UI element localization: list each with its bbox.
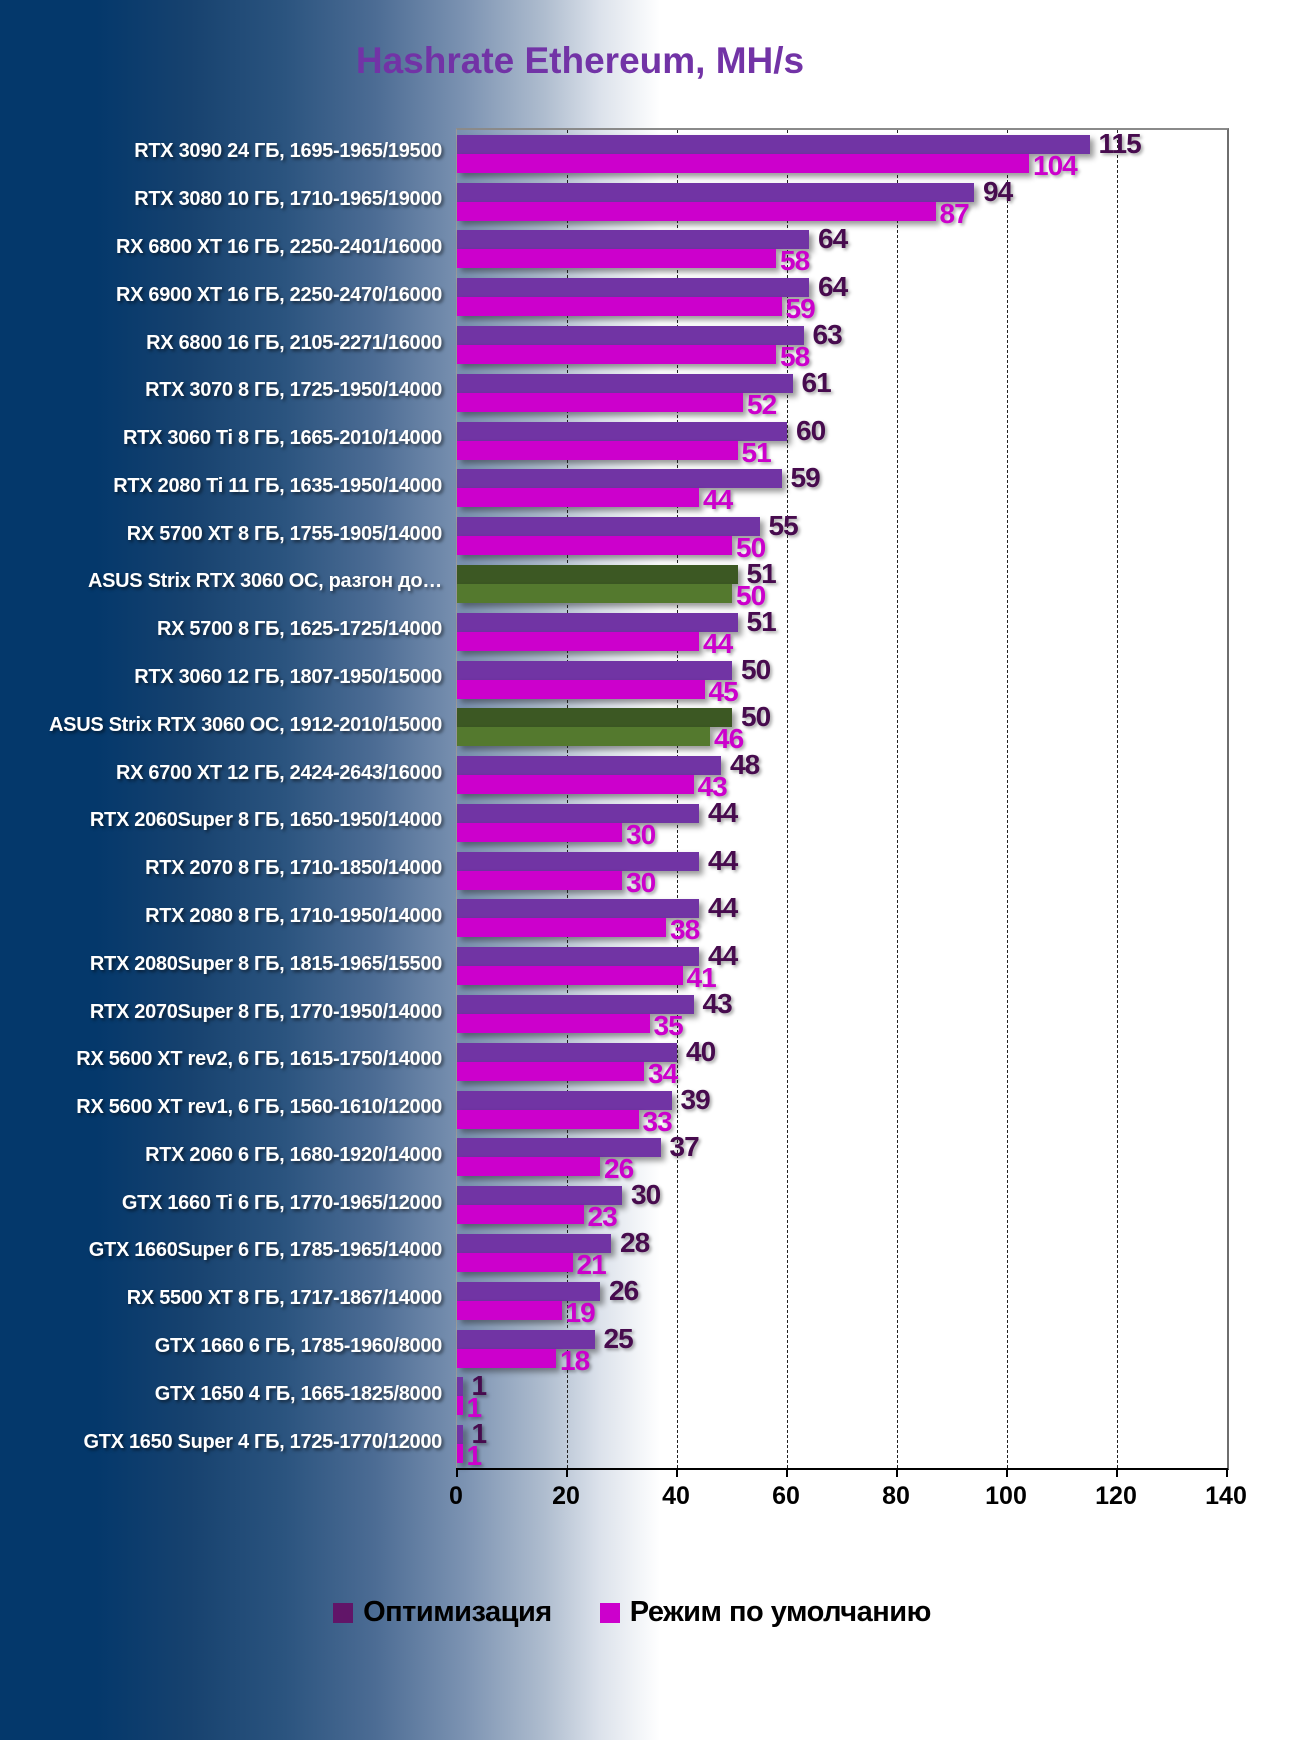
optimization-value-label: 55	[768, 510, 798, 542]
default-mode-value-label: 87	[939, 197, 969, 229]
default-mode-value-label: 104	[1033, 149, 1077, 181]
default-mode-bar	[457, 1444, 463, 1463]
default-mode-value-label: 30	[626, 866, 656, 898]
category-label: RTX 2060Super 8 ГБ, 1650-1950/14000	[89, 809, 442, 832]
default-mode-bar	[457, 1349, 556, 1368]
default-mode-value-label: 35	[653, 1010, 683, 1042]
optimization-bar	[457, 135, 1090, 154]
axis-tick	[456, 1468, 458, 1477]
category-label: GTX 1650 Super 4 ГБ, 1725-1770/12000	[83, 1430, 442, 1453]
optimization-value-label: 50	[741, 653, 771, 685]
optimization-value-label: 1	[471, 1370, 487, 1402]
optimization-bar	[457, 852, 699, 871]
optimization-value-label: 64	[818, 223, 848, 255]
default-mode-bar	[457, 1062, 644, 1081]
optimization-value-label: 61	[801, 366, 831, 398]
category-label: RX 5600 XT rev2, 6 ГБ, 1615-1750/14000	[76, 1048, 442, 1071]
optimization-value-label: 48	[730, 749, 760, 781]
optimization-bar	[457, 1425, 463, 1444]
optimization-value-label: 44	[708, 844, 738, 876]
default-mode-bar	[457, 249, 776, 268]
default-mode-value-label: 44	[703, 627, 733, 659]
optimization-bar	[457, 899, 699, 918]
default-mode-bar	[457, 727, 710, 746]
optimization-value-label: 44	[708, 796, 738, 828]
category-label: GTX 1660Super 6 ГБ, 1785-1965/14000	[88, 1239, 442, 1262]
optimization-bar	[457, 422, 787, 441]
optimization-bar	[457, 517, 760, 536]
category-label: RTX 2070Super 8 ГБ, 1770-1950/14000	[89, 1000, 442, 1023]
optimization-bar	[457, 469, 782, 488]
optimization-value-label: 60	[796, 414, 826, 446]
optimization-bar	[457, 804, 699, 823]
optimization-value-label: 44	[708, 892, 738, 924]
default-mode-bar	[457, 1253, 573, 1272]
category-label: RTX 2080Super 8 ГБ, 1815-1965/15500	[89, 952, 442, 975]
axis-tick-label: 60	[772, 1482, 800, 1510]
default-mode-value-label: 19	[565, 1296, 595, 1328]
optimization-value-label: 115	[1098, 127, 1141, 159]
default-mode-bar	[457, 966, 683, 985]
optimization-bar	[457, 756, 721, 775]
optimization-value-label: 30	[631, 1179, 661, 1211]
category-label: RTX 2060 6 ГБ, 1680-1920/14000	[145, 1143, 442, 1166]
legend-item-optimization	[333, 1596, 552, 1629]
default-mode-bar	[457, 1157, 600, 1176]
default-mode-value-label: 44	[703, 484, 733, 516]
default-mode-bar	[457, 154, 1029, 173]
default-mode-value-label: 46	[714, 723, 744, 755]
axis-tick	[786, 1468, 788, 1477]
default-mode-value-label: 34	[648, 1057, 678, 1089]
category-label: RTX 3060 12 ГБ, 1807-1950/15000	[134, 666, 442, 689]
category-label: RTX 3070 8 ГБ, 1725-1950/14000	[145, 379, 442, 402]
default-mode-bar	[457, 584, 732, 603]
legend-swatch-default-mode	[600, 1603, 620, 1623]
category-label: RX 5700 8 ГБ, 1625-1725/14000	[156, 618, 442, 641]
legend	[0, 1596, 1264, 1629]
default-mode-bar	[457, 775, 694, 794]
axis-tick	[566, 1468, 568, 1477]
optimization-value-label: 39	[680, 1083, 710, 1115]
default-mode-bar	[457, 1205, 584, 1224]
axis-tick-label: 80	[882, 1482, 910, 1510]
optimization-value-label: 28	[620, 1226, 650, 1258]
optimization-bar	[457, 1377, 463, 1396]
optimization-value-label: 94	[983, 175, 1013, 207]
default-mode-value-label: 30	[626, 818, 656, 850]
default-mode-bar	[457, 345, 776, 364]
default-mode-bar	[457, 202, 936, 221]
gridline	[897, 130, 898, 1468]
default-mode-bar	[457, 297, 782, 316]
optimization-bar	[457, 947, 699, 966]
axis-tick-label: 0	[449, 1482, 463, 1510]
default-mode-value-label: 58	[780, 245, 810, 277]
category-label: RTX 2080 8 ГБ, 1710-1950/14000	[145, 904, 442, 927]
optimization-bar	[457, 326, 804, 345]
axis-tick	[896, 1468, 898, 1477]
optimization-value-label: 51	[746, 605, 776, 637]
default-mode-value-label: 50	[736, 579, 766, 611]
default-mode-bar	[457, 1301, 562, 1320]
default-mode-value-label: 1	[466, 1392, 482, 1424]
optimization-value-label: 44	[708, 940, 738, 972]
axis-tick-label: 20	[552, 1482, 580, 1510]
category-label: GTX 1660 6 ГБ, 1785-1960/8000	[154, 1335, 442, 1358]
default-mode-bar	[457, 871, 622, 890]
optimization-value-label: 51	[746, 557, 776, 589]
optimization-value-label: 64	[818, 271, 848, 303]
category-label: RX 5500 XT 8 ГБ, 1717-1867/14000	[126, 1287, 442, 1310]
default-mode-bar	[457, 632, 699, 651]
default-mode-bar	[457, 441, 738, 460]
chart-title: Hashrate Ethereum, MH/s	[355, 40, 805, 81]
category-label: ASUS Strix RTX 3060 OC, разгон до…	[87, 570, 442, 593]
optimization-bar	[457, 230, 809, 249]
axis-tick	[676, 1468, 678, 1477]
category-label: RX 5700 XT 8 ГБ, 1755-1905/14000	[126, 522, 442, 545]
default-mode-value-label: 43	[697, 771, 727, 803]
default-mode-value-label: 52	[747, 388, 777, 420]
category-label: RTX 3080 10 ГБ, 1710-1965/19000	[134, 188, 442, 211]
category-label: RX 6900 XT 16 ГБ, 2250-2470/16000	[115, 283, 442, 306]
default-mode-value-label: 26	[604, 1153, 634, 1185]
optimization-value-label: 40	[686, 1035, 716, 1067]
category-label: RX 6700 XT 12 ГБ, 2424-2643/16000	[115, 761, 442, 784]
default-mode-value-label: 23	[587, 1201, 617, 1233]
axis-tick	[1226, 1468, 1228, 1477]
axis-tick	[1116, 1468, 1118, 1477]
category-label: RTX 2070 8 ГБ, 1710-1850/14000	[145, 857, 442, 880]
default-mode-bar	[457, 1014, 650, 1033]
default-mode-bar	[457, 1396, 463, 1415]
category-label: RTX 3090 24 ГБ, 1695-1965/19500	[134, 140, 442, 163]
legend-swatch-optimization	[333, 1603, 353, 1623]
default-mode-value-label: 59	[785, 293, 815, 325]
axis-tick-label: 40	[662, 1482, 690, 1510]
category-label: GTX 1650 4 ГБ, 1665-1825/8000	[154, 1382, 442, 1405]
category-label: ASUS Strix RTX 3060 OC, 1912-2010/15000	[49, 713, 442, 736]
optimization-bar	[457, 1091, 672, 1110]
gridline	[1007, 130, 1008, 1468]
optimization-value-label: 26	[609, 1274, 639, 1306]
optimization-bar	[457, 374, 793, 393]
default-mode-value-label: 1	[466, 1440, 482, 1472]
default-mode-value-label: 41	[686, 962, 716, 994]
category-label: RX 6800 16 ГБ, 2105-2271/16000	[146, 331, 442, 354]
default-mode-value-label: 50	[736, 532, 766, 564]
optimization-bar	[457, 1043, 677, 1062]
optimization-value-label: 25	[603, 1322, 633, 1354]
category-label: GTX 1660 Ti 6 ГБ, 1770-1965/12000	[121, 1191, 442, 1214]
optimization-bar	[457, 183, 974, 202]
optimization-value-label: 1	[471, 1418, 487, 1450]
default-mode-value-label: 33	[642, 1105, 672, 1137]
axis-tick-label: 140	[1205, 1482, 1247, 1510]
category-label: RTX 3060 Ti 8 ГБ, 1665-2010/14000	[123, 427, 442, 450]
default-mode-bar	[457, 393, 743, 412]
axis-tick	[1006, 1468, 1008, 1477]
default-mode-bar	[457, 1110, 639, 1129]
optimization-value-label: 63	[812, 319, 842, 351]
axis-tick-label: 100	[985, 1482, 1027, 1510]
optimization-value-label: 59	[790, 462, 820, 494]
optimization-value-label: 37	[669, 1131, 699, 1163]
optimization-value-label: 50	[741, 701, 771, 733]
default-mode-value-label: 18	[560, 1344, 590, 1376]
optimization-bar	[457, 565, 738, 584]
chart-plot-region	[0, 127, 1289, 1510]
default-mode-value-label: 45	[708, 675, 738, 707]
optimization-bar	[457, 278, 809, 297]
default-mode-value-label: 51	[741, 436, 771, 468]
plot-area	[456, 128, 1229, 1470]
optimization-value-label: 43	[702, 988, 732, 1020]
category-label: RTX 2080 Ti 11 ГБ, 1635-1950/14000	[113, 474, 442, 497]
default-mode-bar	[457, 488, 699, 507]
default-mode-value-label: 38	[670, 914, 700, 946]
default-mode-bar	[457, 536, 732, 555]
legend-label-default-mode: Режим по умолчанию	[629, 1596, 931, 1628]
category-label: RX 5600 XT rev1, 6 ГБ, 1560-1610/12000	[76, 1096, 442, 1119]
optimization-bar	[457, 661, 732, 680]
default-mode-bar	[457, 823, 622, 842]
legend-label-optimization: Оптимизация	[363, 1596, 552, 1628]
optimization-bar	[457, 613, 738, 632]
default-mode-bar	[457, 680, 705, 699]
optimization-bar	[457, 708, 732, 727]
gridline	[1117, 130, 1118, 1468]
default-mode-bar	[457, 918, 666, 937]
axis-tick-label: 120	[1095, 1482, 1137, 1510]
legend-item-default-mode	[600, 1596, 931, 1629]
default-mode-value-label: 58	[780, 341, 810, 373]
default-mode-value-label: 21	[576, 1248, 606, 1280]
category-label: RX 6800 XT 16 ГБ, 2250-2401/16000	[115, 235, 442, 258]
